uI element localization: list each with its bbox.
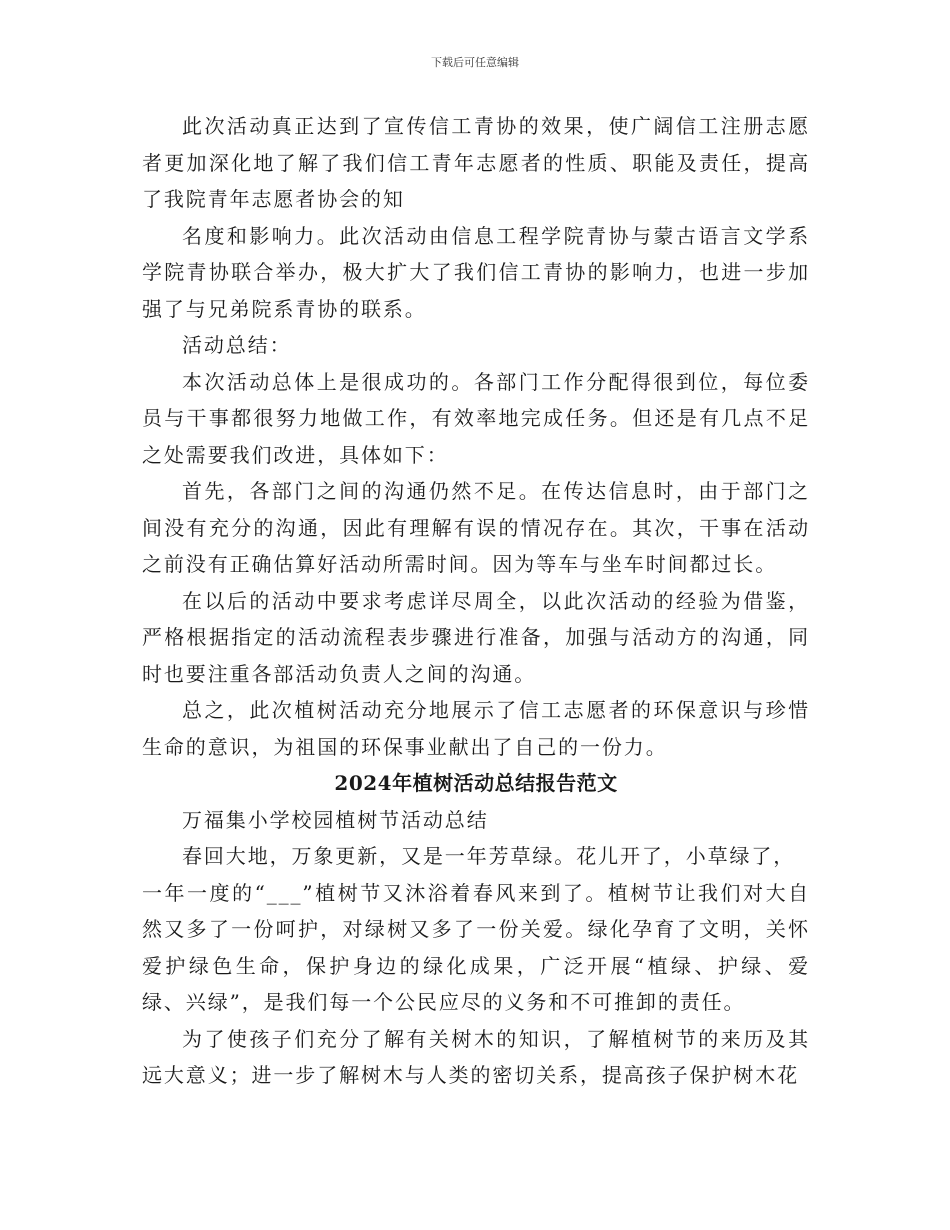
paragraph: 此次活动真正达到了宣传信工青协的效果，使广阔信工注册志愿者更加深化地了解了我们信工青年志愿者的性质、职能及责任，提高了我院青年志愿者协会的知	[142, 114, 810, 211]
paragraph: 在以后的活动中要求考虑详尽周全，以此次活动的经验为借鉴，严格根据指定的活动流程表步骤进行准备，加强与活动方的沟通，同时也要注重各部活动负责人之间的沟通。	[142, 588, 810, 686]
paragraph: 首先，各部门之间的沟通仍然不足。在传达信息时，由于部门之间没有充分的沟通，因此有理解有误的情况存在。其次，干事在活动之前没有正确估算好活动所需时间。因为等车与坐车时间都过长。	[142, 479, 810, 576]
paragraph: 名度和影响力。此次活动由信息工程学院青协与蒙古语言文学系学院青协联合举办，极大扩大了我们信工青协的影响力，也进一步加强了与兄弟院系青协的联系。	[142, 223, 810, 321]
paragraph: 总之，此次植树活动充分地展示了信工志愿者的环保意识与珍惜生命的意识，为祖国的环保事业献出了自己的一份力。	[142, 698, 810, 759]
paragraph: 一年一度的“___”植树节又沐浴着春风来到了。植树节让我们对大自然又多了一份呵护，对绿树又多了一份关爱。绿化孕育了文明，关怀爱护绿色生命，保护身边的绿化成果，广泛开展“植绿、护绿、爱绿、兴绿”，是我们每一个公民应尽的义务和不可推卸的责任。	[142, 880, 810, 1014]
document-body	[142, 108, 810, 1094]
section-subtitle: 万福集小学校园植树节活动总结	[182, 807, 489, 832]
paragraph: 本次活动总体上是很成功的。各部门工作分配得很到位，每位委员与干事都很努力地做工作，有效率地完成任务。但还是有几点不足之处需要我们改进，具体如下：	[142, 369, 810, 467]
paragraph: 春回大地，万象更新，又是一年芳草绿。花儿开了，小草绿了，	[182, 844, 796, 868]
paragraph: 为了使孩子们充分了解有关树木的知识，了解植树节的来历及其远大意义；进一步了解树木与人类的密切关系，提高孩子保护树木花	[142, 1026, 810, 1087]
page-header: 下载后可任意编辑	[431, 56, 519, 69]
section-title: 2024年植树活动总结报告范文	[334, 771, 618, 795]
paragraph: 活动总结：	[182, 333, 292, 357]
